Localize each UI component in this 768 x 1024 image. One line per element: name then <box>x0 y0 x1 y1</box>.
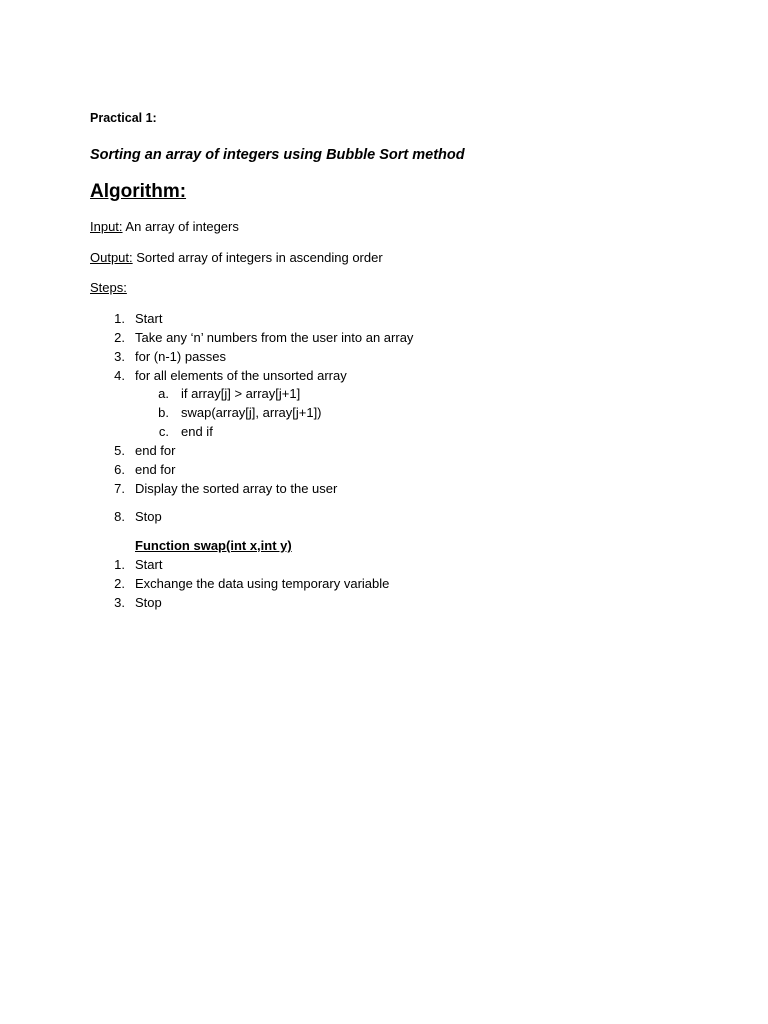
step-text: for all elements of the unsorted array <box>135 368 347 383</box>
input-text: An array of integers <box>122 219 239 234</box>
step-text: Start <box>135 311 163 326</box>
step-number: 2. <box>114 576 125 591</box>
practical-label: Practical 1: <box>90 111 157 125</box>
step-number: 8. <box>114 509 125 524</box>
algorithm-heading: Algorithm: <box>90 181 187 202</box>
step-text: Start <box>135 557 163 572</box>
function-title: Function swap(int x,int y) <box>135 538 292 553</box>
input-label: Input: <box>90 219 123 234</box>
substep-text: if array[j] > array[j+1] <box>181 386 301 401</box>
step-number: 3. <box>114 349 125 364</box>
step-number: 6. <box>114 462 125 477</box>
substep-text: end if <box>181 424 213 439</box>
step-number: 4. <box>114 368 125 383</box>
step-text: for (n-1) passes <box>135 349 227 364</box>
steps-label: Steps: <box>90 280 127 295</box>
step-number: 1. <box>114 311 125 326</box>
step-text: Stop <box>135 595 162 610</box>
step-text: end for <box>135 443 176 458</box>
step-text: end for <box>135 462 176 477</box>
step-number: 3. <box>114 595 125 610</box>
step-text: Exchange the data using temporary variable <box>135 576 390 591</box>
output-label: Output: <box>90 250 133 265</box>
step-text: Display the sorted array to the user <box>135 481 338 496</box>
step-text: Take any ‘n’ numbers from the user into an array <box>135 330 414 345</box>
substep-text: swap(array[j], array[j+1]) <box>181 405 322 420</box>
input-line <box>90 220 239 233</box>
step-text: Stop <box>135 509 162 524</box>
step-number: 7. <box>114 481 125 496</box>
substep-letter: b. <box>158 405 169 420</box>
step-number: 2. <box>114 330 125 345</box>
output-line <box>90 251 383 264</box>
substep-letter: a. <box>158 386 169 401</box>
substep-letter: c. <box>158 424 169 439</box>
step-number: 5. <box>114 443 125 458</box>
step-number: 1. <box>114 557 125 572</box>
output-text: Sorted array of integers in ascending order <box>132 250 383 265</box>
document-subtitle: Sorting an array of integers using Bubble Sort method <box>90 147 465 163</box>
